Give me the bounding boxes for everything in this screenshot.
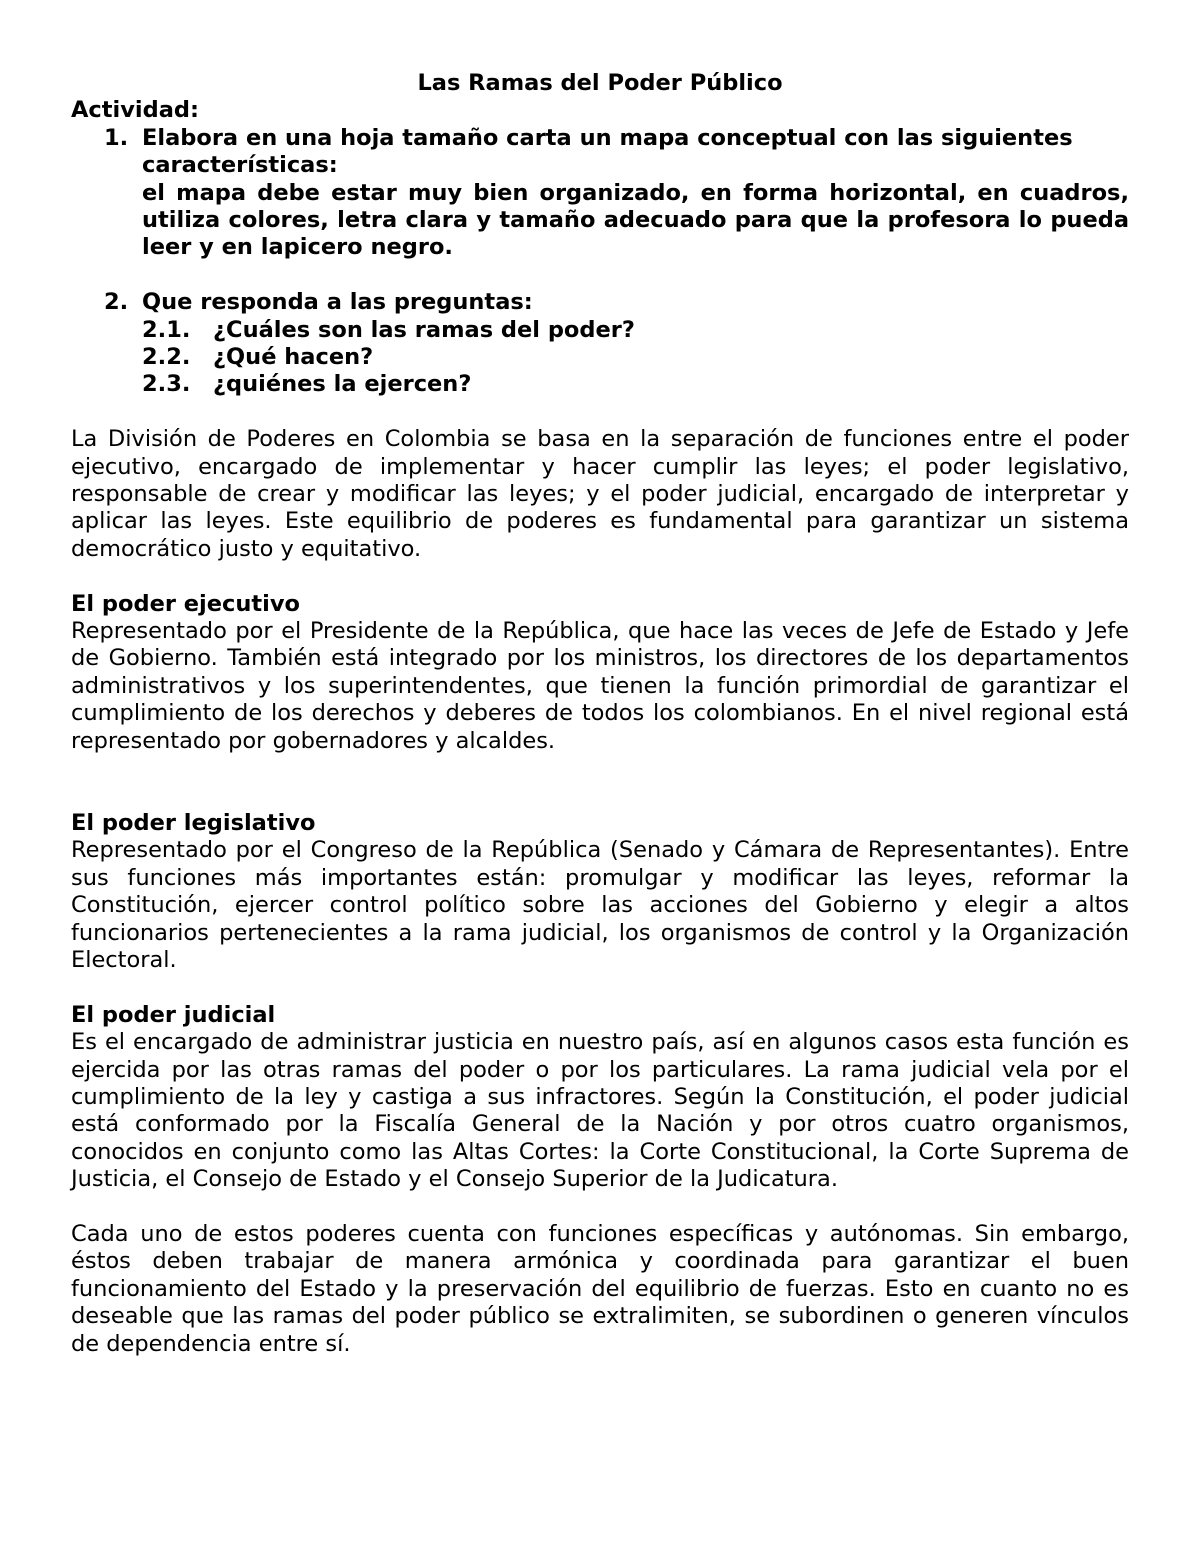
question-text: ¿quiénes la ejercen? — [213, 371, 472, 398]
activity-item-number: 1. — [104, 124, 129, 151]
spacer — [71, 399, 1129, 426]
document-page — [71, 70, 1129, 1358]
activity-item-2 — [71, 289, 1129, 399]
section-body: Representado por el Presidente de la República, que hace las veces de Jefe de Estado y Jefe de Gobierno. También está integrado por los ministros, los directores de los departamentos administrativos y los superintendentes, que tienen la función primordial de garantizar el cumplimiento de los derechos y deberes de todos los colombianos. En el nivel regional está representado por gobernadores y alcaldes. — [71, 618, 1129, 754]
activity-list-2 — [71, 289, 1129, 399]
section-heading: El poder ejecutivo — [71, 590, 300, 617]
intro-paragraph: La División de Poderes en Colombia se basa en la separación de funciones entre el poder ejecutivo, encargado de implementar y hacer cumplir las leyes; el poder legislativo, responsable de crear y modificar las leyes; y el poder judicial, encargado de interpretar y aplicar las leyes. Este equilibrio de poderes es fundamental para garantizar un sistema democrático justo y equitativo. — [71, 426, 1129, 562]
question-item — [142, 344, 1129, 371]
activity-item-1 — [71, 125, 1129, 262]
activity-list — [71, 125, 1129, 262]
activity-label: Actividad: — [71, 97, 199, 124]
spacer — [71, 563, 1129, 590]
question-number: 2.3. — [142, 371, 191, 398]
spacer — [71, 262, 1129, 289]
spacer — [71, 783, 1129, 810]
spacer — [71, 755, 1129, 782]
question-text: ¿Qué hacen? — [213, 344, 374, 371]
question-list — [142, 317, 1129, 399]
question-number: 2.1. — [142, 316, 191, 343]
question-number: 2.2. — [142, 344, 191, 371]
activity-item-number: 2. — [104, 289, 129, 316]
section-ejecutivo — [71, 591, 1129, 755]
activity-item-lead: Elabora en una hoja tamaño carta un mapa conceptual con las siguientes características: — [142, 124, 1073, 179]
spacer — [71, 974, 1129, 1001]
section-heading: El poder judicial — [71, 1001, 276, 1028]
section-heading: El poder legislativo — [71, 809, 316, 836]
conclusion-paragraph: Cada uno de estos poderes cuenta con funciones específicas y autónomas. Sin embargo, éstos deben trabajar de manera armónica y coordinada para garantizar el buen funcionamiento del Estado y la preservación del equilibrio de fuerzas. Esto en cuanto no es deseable que las ramas del poder público se extralimiten, se subordinen o generen vínculos de dependencia entre sí. — [71, 1220, 1129, 1357]
activity-item-detail: el mapa debe estar muy bien organizado, en forma horizontal, en cuadros, utiliza colores, letra clara y tamaño adecuado para que la profesora lo pueda leer y en lapicero negro. — [142, 179, 1129, 261]
section-legislativo — [71, 810, 1129, 974]
question-text: ¿Cuáles son las ramas del poder? — [213, 316, 635, 343]
spacer — [71, 1194, 1129, 1221]
section-body: Representado por el Congreso de la República (Senado y Cámara de Representantes). Entre sus funciones más importantes están: promulgar y modificar las leyes, reformar la Constitución, ejercer control político sobre las acciones del Gobierno y elegir a altos funcionarios pertenecientes a la rama judicial, los organismos de control y la Organización Electoral. — [71, 837, 1129, 973]
question-item — [142, 317, 1129, 344]
question-item — [142, 371, 1129, 398]
section-body: Es el encargado de administrar justicia en nuestro país, así en algunos casos esta función es ejercida por las otras ramas del poder o por los particulares. La rama judicial vela por el cumplimiento de la ley y castiga a sus infractores. Según la Constitución, el poder judicial está conformado por la Fiscalía General de la Nación y por otros cuatro organismos, conocidos en conjunto como las Altas Cortes: la Corte Constitucional, la Corte Suprema de Justicia, el Consejo de Estado y el Consejo Superior de la Judicatura. — [71, 1029, 1129, 1193]
section-judicial — [71, 1002, 1129, 1194]
activity-item-lead: Que responda a las preguntas: — [142, 289, 533, 316]
page-title: Las Ramas del Poder Público — [417, 70, 783, 96]
